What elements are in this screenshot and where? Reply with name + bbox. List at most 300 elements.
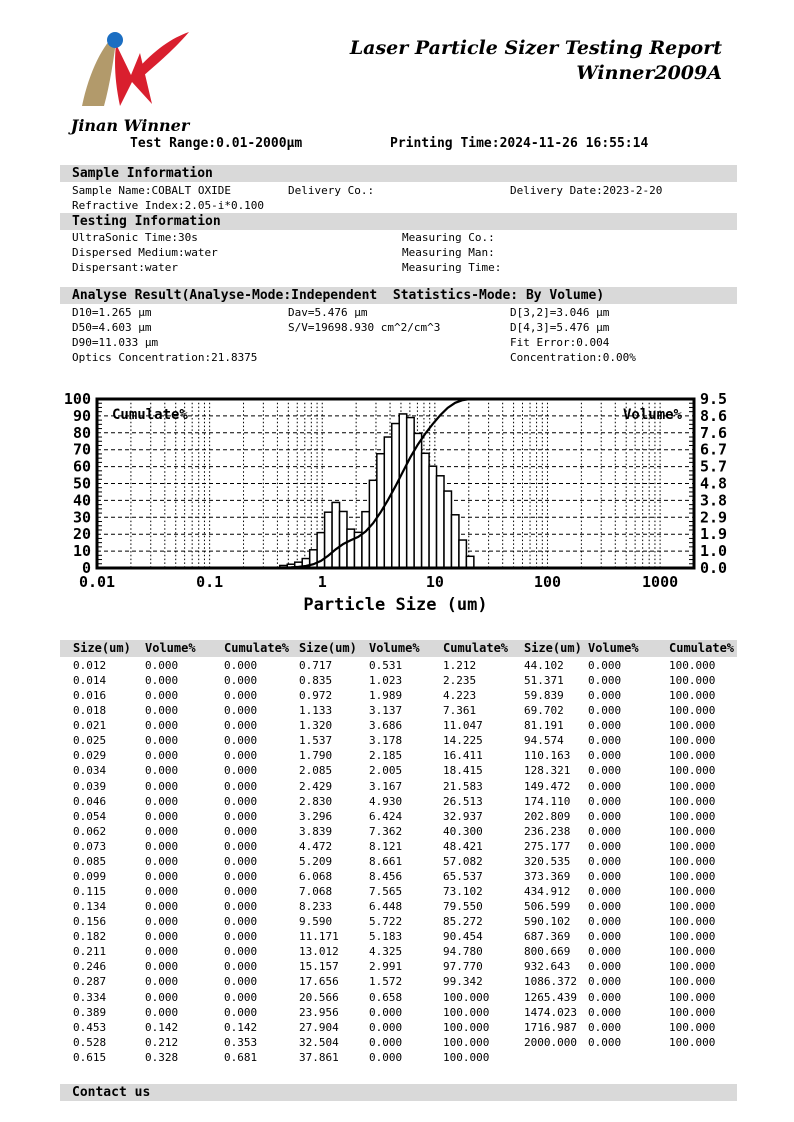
- table-cell: 90.454: [443, 930, 483, 944]
- table-cell: 434.912: [524, 885, 571, 899]
- right-axis-tick: 9.5: [700, 390, 728, 408]
- table-row: [60, 734, 737, 749]
- table-cell: 100.000: [669, 900, 716, 914]
- table-cell: 0.134: [73, 900, 107, 914]
- col-header-size-2: Size(um): [299, 641, 357, 655]
- table-row: [60, 719, 737, 734]
- table-cell: 2.429: [299, 779, 333, 793]
- table-cell: 687.369: [524, 930, 571, 944]
- d90-value: D90=11.033 μm: [72, 336, 159, 349]
- section-sample-information: Sample Information: [60, 165, 737, 182]
- table-cell: 0.000: [588, 839, 622, 853]
- table-cell: 0.085: [73, 854, 107, 868]
- analyse-row-3: [60, 336, 737, 351]
- table-cell: 2.830: [299, 794, 333, 808]
- table-cell: 20.566: [299, 990, 339, 1004]
- table-cell: 100.000: [669, 930, 716, 944]
- dispersant: Dispersant:water: [72, 261, 178, 274]
- table-cell: 0.039: [73, 779, 107, 793]
- table-cell: 3.296: [299, 809, 333, 823]
- table-cell: 110.163: [524, 749, 571, 763]
- table-cell: 100.000: [669, 975, 716, 989]
- table-row: [60, 960, 737, 975]
- volume-bar: [340, 511, 347, 568]
- volume-bar: [466, 556, 473, 568]
- table-cell: 81.191: [524, 719, 564, 733]
- table-cell: 18.415: [443, 764, 483, 778]
- table-cell: 0.000: [145, 960, 179, 974]
- table-row: [60, 945, 737, 960]
- sv-value: S/V=19698.930 cm^2/cm^3: [288, 321, 441, 334]
- table-cell: 2.185: [369, 749, 403, 763]
- col-header-cumulate-1: Cumulate%: [224, 641, 290, 655]
- table-cell: 0.000: [145, 885, 179, 899]
- table-cell: 0.000: [588, 885, 622, 899]
- concentration: Concentration:0.00%: [510, 351, 636, 364]
- table-cell: 3.686: [369, 719, 403, 733]
- test-range: Test Range:0.01-2000μm: [130, 136, 303, 151]
- table-cell: 100.000: [669, 945, 716, 959]
- table-cell: 2.235: [443, 674, 477, 688]
- table-row: [60, 689, 737, 704]
- table-cell: 0.000: [224, 869, 258, 883]
- table-cell: 0.212: [145, 1035, 179, 1049]
- table-cell: 7.068: [299, 885, 333, 899]
- table-cell: 100.000: [669, 749, 716, 763]
- table-cell: 0.000: [588, 689, 622, 703]
- table-cell: 1.133: [299, 704, 333, 718]
- table-cell: 0.000: [224, 779, 258, 793]
- table-cell: 0.000: [588, 945, 622, 959]
- col-header-size-3: Size(um): [524, 641, 582, 655]
- table-cell: 932.643: [524, 960, 571, 974]
- left-axis-tick: 20: [72, 525, 91, 544]
- table-cell: 59.839: [524, 689, 564, 703]
- table-cell: 100.000: [669, 764, 716, 778]
- left-axis-title: Cumulate%: [112, 407, 188, 423]
- table-cell: 100.000: [669, 854, 716, 868]
- right-axis-title: Volume%: [622, 407, 682, 423]
- table-cell: 0.389: [73, 1005, 107, 1019]
- x-axis-title: Particle Size (um): [303, 595, 488, 615]
- table-cell: 0.000: [145, 1005, 179, 1019]
- table-cell: 7.361: [443, 704, 477, 718]
- volume-bar: [407, 418, 414, 568]
- table-cell: 100.000: [669, 915, 716, 929]
- table-cell: 0.073: [73, 839, 107, 853]
- volume-bar: [347, 529, 354, 568]
- table-cell: 275.177: [524, 839, 571, 853]
- table-cell: 57.082: [443, 854, 483, 868]
- table-row: [60, 704, 737, 719]
- table-cell: 0.054: [73, 809, 107, 823]
- table-row: [60, 810, 737, 825]
- x-axis-tick: 0.01: [78, 573, 116, 591]
- table-cell: 0.000: [588, 809, 622, 823]
- table-cell: 149.472: [524, 779, 571, 793]
- table-cell: 21.583: [443, 779, 483, 793]
- table-cell: 100.000: [669, 839, 716, 853]
- x-axis-tick: 1: [317, 573, 327, 591]
- table-cell: 0.453: [73, 1020, 107, 1034]
- table-cell: 0.062: [73, 824, 107, 838]
- table-cell: 0.000: [588, 1005, 622, 1019]
- table-cell: 174.110: [524, 794, 571, 808]
- table-cell: 0.000: [588, 1035, 622, 1049]
- right-axis-tick: 2.9: [700, 508, 728, 527]
- table-cell: 0.000: [224, 854, 258, 868]
- dispersed-medium: Dispersed Medium:water: [72, 246, 218, 259]
- table-cell: 5.183: [369, 930, 403, 944]
- table-cell: 8.661: [369, 854, 403, 868]
- winner-logo-icon: [70, 30, 190, 110]
- report-title: [350, 36, 722, 86]
- table-cell: 0.531: [369, 659, 403, 672]
- table-cell: 0.142: [224, 1020, 258, 1034]
- table-row: [60, 825, 737, 840]
- table-row: [60, 1006, 737, 1021]
- table-cell: 0.000: [145, 719, 179, 733]
- table-cell: 0.000: [588, 990, 622, 1004]
- table-cell: 4.930: [369, 794, 403, 808]
- table-cell: 0.334: [73, 990, 107, 1004]
- table-cell: 0.000: [145, 704, 179, 718]
- table-cell: 94.780: [443, 945, 483, 959]
- table-cell: 0.000: [145, 900, 179, 914]
- optics-concentration: Optics Concentration:21.8375: [72, 351, 258, 364]
- table-cell: 27.904: [299, 1020, 339, 1034]
- table-cell: 0.353: [224, 1035, 258, 1049]
- table-cell: 100.000: [669, 809, 716, 823]
- table-cell: 0.000: [224, 900, 258, 914]
- table-cell: 0.000: [369, 1035, 403, 1049]
- histogram-bars: [280, 414, 474, 568]
- col-header-volume-3: Volume%: [588, 641, 639, 655]
- right-axis-tick: 8.6: [700, 406, 728, 425]
- table-cell: 0.018: [73, 704, 107, 718]
- table-cell: 0.717: [299, 659, 333, 672]
- volume-bar: [414, 433, 421, 568]
- table-cell: 0.972: [299, 689, 333, 703]
- table-cell: 128.321: [524, 764, 571, 778]
- section-contact-us: Contact us: [60, 1084, 737, 1101]
- table-cell: 100.000: [669, 674, 716, 688]
- table-cell: 1.572: [369, 975, 403, 989]
- right-axis-tick: 3.8: [700, 491, 728, 510]
- left-axis-tick: 50: [72, 474, 91, 493]
- table-cell: 48.421: [443, 839, 483, 853]
- logo-blue-dot: [107, 32, 123, 48]
- sample-row-2: [60, 199, 737, 214]
- table-cell: 100.000: [669, 1035, 716, 1049]
- table-cell: 100.000: [669, 885, 716, 899]
- table-cell: 0.156: [73, 915, 107, 929]
- table-cell: 0.000: [588, 794, 622, 808]
- report-title-line1: Laser Particle Sizer Testing Report: [349, 37, 722, 59]
- dav-value: Dav=5.476 μm: [288, 306, 368, 319]
- table-cell: 236.238: [524, 824, 571, 838]
- volume-bar: [459, 540, 466, 568]
- table-row: [60, 795, 737, 810]
- measuring-time: Measuring Time:: [402, 261, 502, 274]
- volume-bar: [399, 414, 406, 568]
- table-cell: 1474.023: [524, 1005, 577, 1019]
- x-axis-tick: 10: [425, 573, 444, 591]
- volume-bar: [437, 476, 444, 568]
- testing-row-1: [60, 231, 737, 246]
- table-cell: 0.000: [224, 839, 258, 853]
- table-cell: 0.000: [588, 659, 622, 672]
- table-cell: 0.115: [73, 885, 107, 899]
- table-cell: 0.000: [588, 719, 622, 733]
- table-cell: 373.369: [524, 869, 571, 883]
- sample-row-1: [60, 184, 737, 199]
- table-cell: 0.021: [73, 719, 107, 733]
- table-cell: 100.000: [669, 779, 716, 793]
- left-axis-tick: 40: [72, 491, 91, 510]
- sample-name: Sample Name:COBALT OXIDE: [72, 184, 231, 197]
- right-axis-tick: 6.7: [700, 440, 728, 459]
- table-cell: 0.142: [145, 1020, 179, 1034]
- table-cell: 3.167: [369, 779, 403, 793]
- col-header-cumulate-2: Cumulate%: [443, 641, 509, 655]
- left-axis-tick: 30: [72, 508, 91, 527]
- delivery-date: Delivery Date:2023-2-20: [510, 184, 663, 197]
- table-cell: 1086.372: [524, 975, 577, 989]
- table-cell: 0.328: [145, 1050, 179, 1064]
- col-header-volume-1: Volume%: [145, 641, 196, 655]
- particle-distribution-chart: [60, 390, 737, 620]
- table-cell: 0.835: [299, 674, 333, 688]
- table-cell: 0.034: [73, 764, 107, 778]
- table-cell: 4.223: [443, 689, 477, 703]
- table-row: [60, 915, 737, 930]
- d10-value: D10=1.265 μm: [72, 306, 152, 319]
- d32-value: D[3,2]=3.046 μm: [510, 306, 610, 319]
- table-cell: 8.456: [369, 869, 403, 883]
- table-cell: 79.550: [443, 900, 483, 914]
- table-cell: 100.000: [669, 990, 716, 1004]
- table-cell: 14.225: [443, 734, 483, 748]
- left-axis-tick: 100: [63, 390, 91, 408]
- table-cell: 100.000: [669, 719, 716, 733]
- table-cell: 40.300: [443, 824, 483, 838]
- table-cell: 0.000: [145, 734, 179, 748]
- table-cell: 0.000: [588, 915, 622, 929]
- table-cell: 0.000: [588, 1020, 622, 1034]
- table-cell: 37.861: [299, 1050, 339, 1064]
- table-cell: 0.014: [73, 674, 107, 688]
- table-cell: 800.669: [524, 945, 571, 959]
- table-cell: 0.000: [145, 990, 179, 1004]
- table-cell: 13.012: [299, 945, 339, 959]
- col-header-cumulate-3: Cumulate%: [669, 641, 735, 655]
- table-row: [60, 870, 737, 885]
- table-cell: 0.000: [224, 689, 258, 703]
- table-cell: 97.770: [443, 960, 483, 974]
- table-cell: 26.513: [443, 794, 483, 808]
- table-cell: 0.000: [145, 839, 179, 853]
- table-row: [60, 659, 737, 674]
- table-cell: 6.424: [369, 809, 403, 823]
- d50-value: D50=4.603 μm: [72, 321, 152, 334]
- table-cell: 0.000: [145, 689, 179, 703]
- table-cell: 0.000: [224, 704, 258, 718]
- table-cell: 0.000: [224, 734, 258, 748]
- table-row: [60, 855, 737, 870]
- table-cell: 0.000: [145, 659, 179, 672]
- table-cell: 0.000: [145, 975, 179, 989]
- table-cell: 5.209: [299, 854, 333, 868]
- table-cell: 0.615: [73, 1050, 107, 1064]
- volume-bar: [392, 424, 399, 568]
- table-cell: 0.658: [369, 990, 403, 1004]
- table-cell: 0.000: [145, 809, 179, 823]
- table-header-row: [60, 640, 737, 657]
- table-row: [60, 991, 737, 1006]
- table-cell: 3.839: [299, 824, 333, 838]
- right-axis-tick: 7.6: [700, 423, 728, 442]
- table-cell: 11.171: [299, 930, 339, 944]
- table-cell: 0.000: [224, 975, 258, 989]
- table-cell: 0.182: [73, 930, 107, 944]
- table-cell: 8.233: [299, 900, 333, 914]
- table-cell: 0.000: [588, 824, 622, 838]
- table-cell: 100.000: [443, 1005, 490, 1019]
- table-cell: 17.656: [299, 975, 339, 989]
- table-cell: 0.000: [588, 749, 622, 763]
- table-row: [60, 674, 737, 689]
- table-row: [60, 1051, 737, 1066]
- left-axis-tick: 70: [72, 440, 91, 459]
- table-cell: 100.000: [669, 869, 716, 883]
- table-row: [60, 764, 737, 779]
- volume-bar: [444, 491, 451, 568]
- table-cell: 1265.439: [524, 990, 577, 1004]
- table-cell: 0.000: [588, 734, 622, 748]
- table-cell: 320.535: [524, 854, 571, 868]
- fit-error: Fit Error:0.004: [510, 336, 610, 349]
- table-cell: 4.472: [299, 839, 333, 853]
- table-cell: 0.000: [369, 1050, 403, 1064]
- table-cell: 65.537: [443, 869, 483, 883]
- table-cell: 2000.000: [524, 1035, 577, 1049]
- table-cell: 100.000: [443, 1020, 490, 1034]
- table-cell: 0.000: [369, 1020, 403, 1034]
- table-cell: 0.000: [145, 764, 179, 778]
- x-axis-tick: 1000: [642, 573, 679, 591]
- volume-bar: [325, 512, 332, 568]
- table-cell: 94.574: [524, 734, 564, 748]
- delivery-co: Delivery Co.:: [288, 184, 375, 197]
- d43-value: D[4,3]=5.476 μm: [510, 321, 610, 334]
- table-cell: 85.272: [443, 915, 483, 929]
- right-axis-tick: 4.8: [700, 474, 728, 493]
- table-cell: 0.000: [145, 915, 179, 929]
- section-analyse-result: Analyse Result(Analyse-Mode:Independent Statistics-Mode: By Volume): [60, 287, 737, 304]
- table-cell: 0.000: [588, 975, 622, 989]
- right-axis-tick: 0.0: [700, 559, 728, 577]
- table-cell: 69.702: [524, 704, 564, 718]
- table-cell: 0.000: [588, 764, 622, 778]
- report-title-line2: Winner2009A: [576, 62, 722, 84]
- table-cell: 23.956: [299, 1005, 339, 1019]
- logo-red-figure: [115, 44, 152, 106]
- volume-bar: [362, 512, 369, 568]
- table-cell: 0.000: [588, 930, 622, 944]
- table-cell: 32.937: [443, 809, 483, 823]
- table-cell: 7.362: [369, 824, 403, 838]
- volume-bar: [422, 453, 429, 568]
- table-cell: 0.528: [73, 1035, 107, 1049]
- left-axis-tick: 80: [72, 423, 91, 442]
- table-row: [60, 885, 737, 900]
- table-cell: 0.000: [145, 779, 179, 793]
- ultrasonic-time: UltraSonic Time:30s: [72, 231, 198, 244]
- section-testing-information: Testing Information: [60, 213, 737, 230]
- table-cell: 0.029: [73, 749, 107, 763]
- table-cell: 0.000: [145, 794, 179, 808]
- table-cell: 1.537: [299, 734, 333, 748]
- table-cell: 0.000: [588, 674, 622, 688]
- right-axis-tick: 1.0: [700, 542, 728, 561]
- table-cell: 1.212: [443, 659, 477, 672]
- table-cell: 0.000: [145, 674, 179, 688]
- table-cell: 99.342: [443, 975, 483, 989]
- testing-row-2: [60, 246, 737, 261]
- testing-row-3: [60, 261, 737, 276]
- table-cell: 0.000: [145, 824, 179, 838]
- table-cell: 506.599: [524, 900, 571, 914]
- table-cell: 0.287: [73, 975, 107, 989]
- table-cell: 100.000: [443, 990, 490, 1004]
- table-cell: 8.121: [369, 839, 403, 853]
- printing-time: Printing Time:2024-11-26 16:55:14: [390, 136, 649, 151]
- table-cell: 100.000: [443, 1035, 490, 1049]
- table-cell: 0.000: [224, 749, 258, 763]
- table-cell: 100.000: [669, 704, 716, 718]
- table-cell: 0.000: [224, 945, 258, 959]
- table-cell: 44.102: [524, 659, 564, 672]
- table-cell: 100.000: [669, 794, 716, 808]
- right-axis-tick: 5.7: [700, 457, 728, 476]
- table-cell: 0.000: [588, 960, 622, 974]
- table-cell: 0.000: [224, 809, 258, 823]
- table-row: [60, 749, 737, 764]
- table-cell: 1.320: [299, 719, 333, 733]
- table-cell: 0.681: [224, 1050, 258, 1064]
- table-cell: 0.000: [145, 749, 179, 763]
- table-row: [60, 1036, 737, 1051]
- table-cell: 0.000: [588, 869, 622, 883]
- table-row: [60, 930, 737, 945]
- meta-row: [60, 136, 737, 152]
- table-cell: 0.000: [224, 824, 258, 838]
- left-axis-tick: 60: [72, 457, 91, 476]
- col-header-volume-2: Volume%: [369, 641, 420, 655]
- table-cell: 100.000: [669, 1020, 716, 1034]
- size-distribution-table: [60, 659, 737, 1069]
- table-cell: 1.023: [369, 674, 403, 688]
- table-cell: 0.000: [224, 674, 258, 688]
- x-axis-tick: 100: [533, 573, 562, 591]
- table-cell: 100.000: [669, 960, 716, 974]
- company-logo: [66, 30, 194, 135]
- table-cell: 100.000: [669, 689, 716, 703]
- table-row: [60, 780, 737, 795]
- table-cell: 2.085: [299, 764, 333, 778]
- table-cell: 1716.987: [524, 1020, 577, 1034]
